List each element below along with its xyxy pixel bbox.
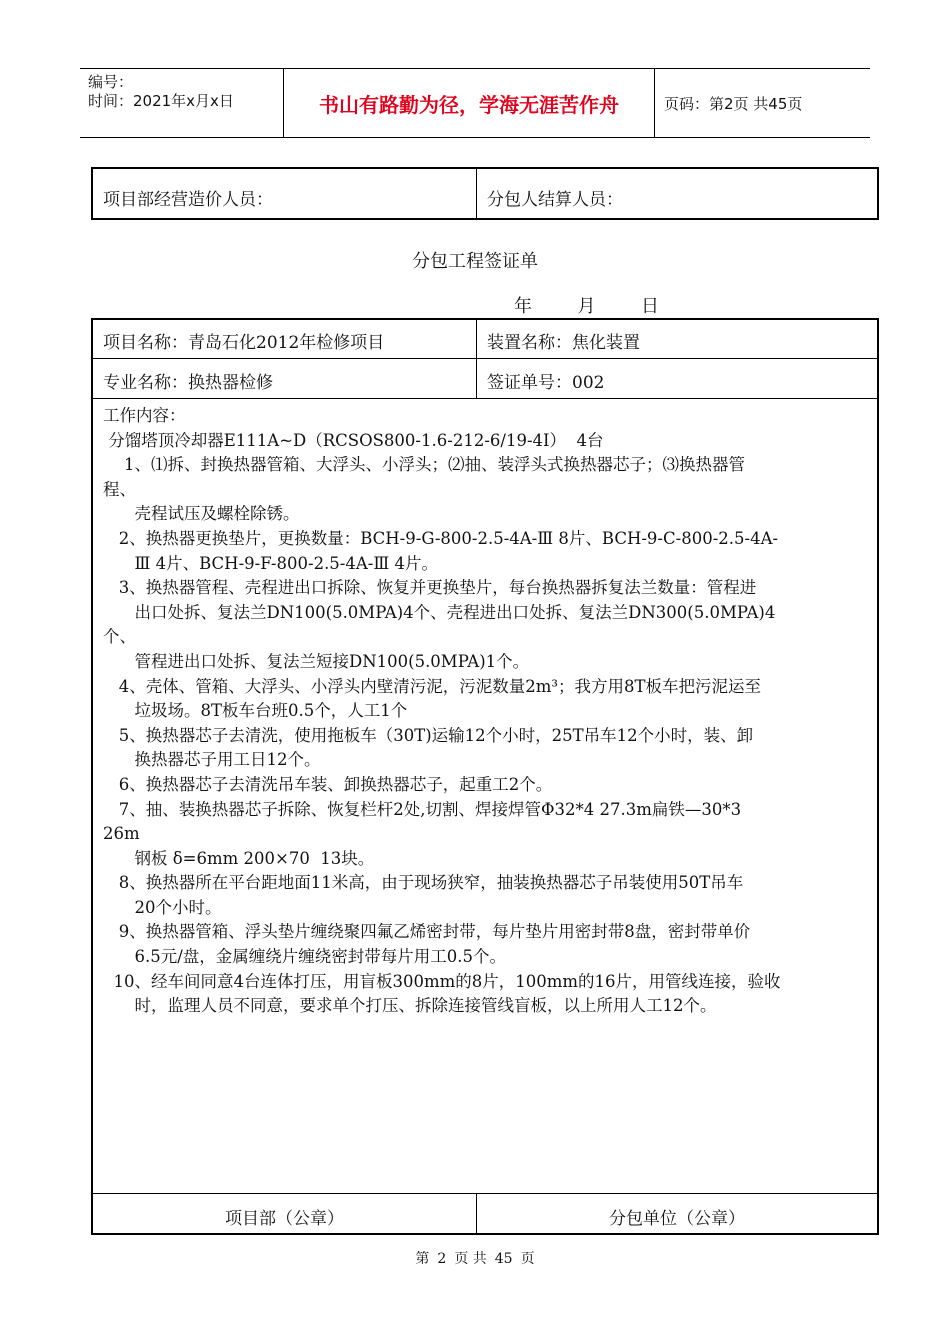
visa-form-table: [91, 318, 879, 1235]
content-line: 5、换热器芯子去清洗，使用拖板车（30T)运输12个小时，25T吊车12个小时，装、卸: [103, 725, 754, 745]
content-line: 4、壳体、管箱、大浮头、小浮头内壁清污泥，污泥数量2m³；我方用8T板车把污泥运至: [103, 676, 761, 696]
footer-total: 45: [494, 1251, 513, 1267]
content-line: 26m: [103, 824, 140, 844]
row-divider: [93, 1193, 877, 1194]
content-line: 20个小时。: [103, 897, 222, 917]
content-line: 垃圾场。8T板车台班0.5个，人工1个: [103, 701, 408, 721]
col-divider: [476, 320, 477, 398]
content-line: 9、换热器管箱、浮头垫片缠绕聚四氟乙烯密封带，每片垫片用密封带8盘，密封带单价: [103, 922, 751, 942]
content-line: 3、换热器管程、壳程进出口拆除、恢复并更换垫片，每台换热器拆复法兰数量：管程进: [103, 578, 757, 598]
table-divider: [476, 169, 477, 218]
row-divider: [93, 358, 877, 359]
content-line: 管程进出口处拆、复法兰短接DN100(5.0MPA)1个。: [103, 651, 530, 671]
content-line: 程、: [103, 479, 136, 499]
content-line: Ⅲ 4片、BCH-9-F-800-2.5-4A-Ⅲ 4片。: [103, 553, 439, 573]
row-divider: [93, 398, 877, 399]
subcontractor-seal-label: 分包单位（公章）: [609, 1209, 745, 1229]
page-footer: [0, 1248, 950, 1268]
page-header: [80, 68, 870, 138]
content-line: 工作内容：: [103, 406, 186, 425]
content-line: 个、: [103, 627, 136, 647]
cost-staff-label: 项目部经营造价人员：: [103, 190, 273, 210]
date-day: 日: [640, 296, 659, 317]
content-line: 10、经车间同意4台连体打压，用盲板300mm的8片，100mm的16片，用管线连接，验收: [103, 971, 781, 991]
footer-prefix: 第: [415, 1251, 430, 1267]
doc-number-label: 编号：: [88, 73, 134, 91]
content-line: 换热器芯子用工日12个。: [103, 750, 321, 770]
content-line: 分馏塔顶冷却器E111A~D（RCSOS800-1.6-212-6/19-4Ⅰ） 4台: [103, 430, 604, 450]
content-line: 7、抽、装换热器芯子拆除、恢复栏杆2处,切割、焊接焊管Φ32*4 27.3m扁铁—30*3: [103, 799, 742, 819]
content-line: 1、⑴拆、封换热器管箱、大浮头、小浮头；⑵抽、装浮头式换热器芯子；⑶换热器管: [103, 455, 745, 475]
content-line: 时，监理人员不同意，要求单个打压、拆除连接管线盲板，以上所用人工12个。: [103, 996, 717, 1016]
project-name-cell: 项目名称：青岛石化2012年检修项目: [103, 333, 385, 353]
signature-row: [91, 167, 879, 220]
footer-mid: 页 共: [454, 1251, 487, 1267]
content-line: 8、换热器所在平台距地面11米高，由于现场狭窄，抽装换热器芯子吊装使用50T吊车: [103, 873, 744, 893]
content-line: 钢板 δ=6mm 200×70 13块。: [103, 848, 375, 868]
unit-name-cell: 装置名称：焦化装置: [487, 333, 640, 353]
header-meta: [88, 73, 234, 111]
doc-time-label: 时间：2021年x月x日: [88, 92, 234, 110]
settlement-staff-label: 分包人结算人员：: [487, 190, 623, 210]
content-line: 壳程试压及螺栓除锈。: [103, 504, 300, 524]
project-dept-seal-label: 项目部（公章）: [225, 1209, 344, 1229]
header-page-label: 页码：第2页 共45页: [664, 95, 803, 113]
work-content: [103, 404, 873, 1019]
header-motto: 书山有路勤为径，学海无涯苦作舟: [319, 92, 619, 117]
footer-page: 2: [437, 1251, 447, 1267]
content-line: 2、换热器更换垫片，更换数量：BCH-9-G-800-2.5-4A-Ⅲ 8片、BCH-9-C-800-2.5-4A-: [103, 528, 779, 548]
specialty-cell: 专业名称：换热器检修: [103, 373, 273, 393]
date-month: 月: [577, 296, 596, 317]
visa-number-cell: 签证单号：002: [487, 373, 605, 393]
content-line: 6、换热器芯子去清洗吊车装、卸换热器芯子，起重工2个。: [103, 774, 553, 794]
footer-suffix: 页: [520, 1251, 535, 1267]
date-year: 年: [514, 296, 532, 317]
form-title: 分包工程签证单: [412, 251, 538, 272]
form-date: [514, 292, 659, 318]
content-line: 出口处拆、复法兰DN100(5.0MPA)4个、壳程进出口处拆、复法兰DN300(5.0MPA)4: [103, 602, 776, 622]
header-divider: [654, 69, 655, 137]
content-line: 6.5元/盘，金属缠绕片缠绕密封带每片用工0.5个。: [103, 947, 507, 967]
